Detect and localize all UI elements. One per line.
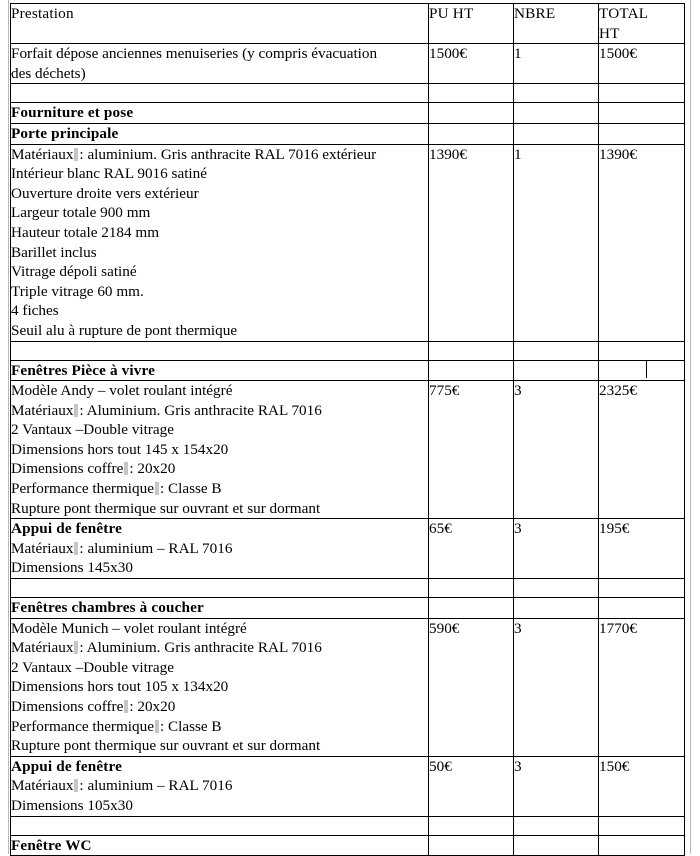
blank-cell-total-ht[interactable] xyxy=(599,84,685,103)
text-fragment: : Classe B xyxy=(159,480,222,498)
table-row[interactable] xyxy=(11,44,685,84)
section-porte-nbre[interactable] xyxy=(514,123,599,144)
column-header-nbre: NBRE xyxy=(514,4,599,44)
section-porte-pu-ht[interactable] xyxy=(429,123,514,144)
table-row[interactable] xyxy=(11,103,685,124)
row-porte-principale-total-ht[interactable]: 1390€ xyxy=(599,144,685,341)
row-modele-munich-nbre[interactable]: 3 xyxy=(514,618,599,756)
table-row-blank[interactable] xyxy=(11,341,685,360)
text-fragment: Matériaux xyxy=(11,401,74,419)
quote-table xyxy=(10,3,685,856)
row-appui-fenetre-2-description[interactable] xyxy=(11,756,429,816)
section-porte-total-ht[interactable] xyxy=(599,123,685,144)
row-appui-fenetre-2-total-ht[interactable]: 150€ xyxy=(599,756,685,816)
text-fragment: Matériaux xyxy=(11,539,74,557)
right-margin-guide xyxy=(690,0,691,854)
row-modele-munich-description[interactable] xyxy=(11,618,429,756)
section-fenetre-wc-total-ht[interactable] xyxy=(599,835,685,856)
table-row[interactable] xyxy=(11,598,685,619)
text-fragment: Performance thermique xyxy=(11,480,154,498)
text-fragment: : Classe B xyxy=(159,717,222,735)
text-fragment: : Aluminium. Gris anthracite RAL 7016 xyxy=(79,401,322,419)
blank-cell-pu-ht[interactable] xyxy=(429,341,514,360)
nbsp-formatting-mark xyxy=(155,720,159,733)
text-line: Intérieur blanc RAL 9016 satiné xyxy=(11,165,207,183)
blank-cell-nbre[interactable] xyxy=(514,341,599,360)
row-forfait-depose-pu-ht[interactable]: 1500€ xyxy=(429,44,514,84)
text-caret-icon xyxy=(646,361,647,378)
text-line xyxy=(11,638,428,658)
row-appui-fenetre-1-description[interactable] xyxy=(11,519,429,579)
table-row[interactable] xyxy=(11,618,685,756)
blank-cell-nbre[interactable] xyxy=(514,816,599,835)
table-row-blank[interactable] xyxy=(11,84,685,103)
text-line: Appui de fenêtre xyxy=(11,757,122,775)
text-fragment: Dimensions coffre xyxy=(11,460,124,478)
column-header-prestation: Prestation xyxy=(11,4,429,44)
blank-cell-pu-ht[interactable] xyxy=(429,579,514,598)
section-chambres-pu-ht[interactable] xyxy=(429,598,514,619)
text-line: Rupture pont thermique sur ouvrant et sur dormant xyxy=(11,737,321,755)
section-fourniture-total-ht[interactable] xyxy=(599,103,685,124)
table-row[interactable] xyxy=(11,360,685,381)
section-fenetre-wc-nbre[interactable] xyxy=(514,835,599,856)
section-fourniture-pu-ht[interactable] xyxy=(429,103,514,124)
row-appui-fenetre-1-nbre[interactable]: 3 xyxy=(514,519,599,579)
row-porte-principale-nbre[interactable]: 1 xyxy=(514,144,599,341)
section-fenetre-wc-pu-ht[interactable] xyxy=(429,835,514,856)
text-line: 4 fiches xyxy=(11,302,59,320)
section-fenetres-chambres-a-coucher[interactable] xyxy=(11,598,429,619)
text-line: Hauteur totale 2184 mm xyxy=(11,223,160,241)
section-piece-a-vivre-total-ht[interactable] xyxy=(599,360,685,381)
row-appui-fenetre-1-total-ht[interactable]: 195€ xyxy=(599,519,685,579)
text-line xyxy=(11,401,428,421)
nbsp-formatting-mark xyxy=(74,404,78,417)
text-fragment: : 20x20 xyxy=(129,460,176,478)
text-fragment: Matériaux xyxy=(11,777,74,795)
text-fragment: Matériaux xyxy=(11,639,74,657)
row-modele-andy-total-ht[interactable]: 2325€ xyxy=(599,381,685,519)
section-piece-a-vivre-pu-ht[interactable] xyxy=(429,360,514,381)
text-line: Modèle Andy – volet roulant intégré xyxy=(11,382,233,400)
nbsp-formatting-mark xyxy=(74,148,78,161)
section-fourniture-et-pose[interactable] xyxy=(11,103,429,124)
blank-cell-description[interactable] xyxy=(11,816,429,835)
section-chambres-total-ht[interactable] xyxy=(599,598,685,619)
section-fenetres-piece-a-vivre[interactable] xyxy=(11,360,429,381)
text-fragment: : 20x20 xyxy=(129,698,176,715)
blank-cell-total-ht[interactable] xyxy=(599,579,685,598)
section-porte-principale[interactable] xyxy=(11,123,429,144)
table-header-row xyxy=(11,4,685,44)
section-fourniture-nbre[interactable] xyxy=(514,103,599,124)
table-row[interactable] xyxy=(11,756,685,816)
text-line xyxy=(11,776,428,796)
blank-cell-description[interactable] xyxy=(11,84,429,103)
text-fragment: : Aluminium. Gris anthracite RAL 7016 xyxy=(79,639,322,657)
text-line: Triple vitrage 60 mm. xyxy=(11,282,144,300)
nbsp-formatting-mark xyxy=(74,542,78,555)
text-fragment: Matériaux xyxy=(11,145,74,163)
row-forfait-depose-total-ht[interactable]: 1500€ xyxy=(599,44,685,84)
blank-cell-description[interactable] xyxy=(11,341,429,360)
table-row[interactable] xyxy=(11,381,685,519)
text-line xyxy=(11,717,428,737)
section-fenetre-wc[interactable] xyxy=(11,835,429,856)
column-header-total-ht-line1: TOTAL xyxy=(599,5,649,22)
blank-cell-description[interactable] xyxy=(11,579,429,598)
text-line: 2 Vantaux –Double vitrage xyxy=(11,421,174,439)
text-line: Dimensions 105x30 xyxy=(11,796,133,814)
text-line: Barillet inclus xyxy=(11,243,97,261)
text-fragment: Performance thermique xyxy=(11,717,154,735)
text-fragment: : aluminium. Gris anthracite RAL 7016 extérieur xyxy=(79,145,377,163)
row-modele-andy-description[interactable] xyxy=(11,381,429,519)
table-row[interactable] xyxy=(11,835,685,856)
row-modele-munich-pu-ht[interactable]: 590€ xyxy=(429,618,514,756)
quote-document xyxy=(10,3,684,856)
text-fragment: : aluminium – RAL 7016 xyxy=(79,539,233,557)
text-line: Fenêtres chambres à coucher xyxy=(11,599,204,617)
text-cursor-wrapper xyxy=(599,361,684,381)
row-modele-andy-nbre[interactable]: 3 xyxy=(514,381,599,519)
text-line xyxy=(11,479,428,499)
table-row[interactable] xyxy=(11,123,685,144)
blank-cell-pu-ht[interactable] xyxy=(429,84,514,103)
blank-cell-total-ht[interactable] xyxy=(599,816,685,835)
row-forfait-depose-nbre[interactable]: 1 xyxy=(514,44,599,84)
blank-cell-total-ht[interactable] xyxy=(599,341,685,360)
row-porte-principale-pu-ht[interactable]: 1390€ xyxy=(429,144,514,341)
text-line: Largeur totale 900 mm xyxy=(11,204,151,222)
row-forfait-depose-description[interactable] xyxy=(11,44,429,84)
text-line xyxy=(11,459,428,479)
blank-cell-pu-ht[interactable] xyxy=(429,816,514,835)
nbsp-formatting-mark xyxy=(74,779,78,792)
section-chambres-nbre[interactable] xyxy=(514,598,599,619)
text-line: Modèle Munich – volet roulant intégré xyxy=(11,619,247,637)
nbsp-formatting-mark xyxy=(124,700,128,713)
row-appui-fenetre-1-pu-ht[interactable]: 65€ xyxy=(429,519,514,579)
text-line: Ouverture droite vers extérieur xyxy=(11,184,199,202)
nbsp-formatting-mark xyxy=(155,482,159,495)
text-line: Dimensions hors tout 105 x 134x20 xyxy=(11,678,229,696)
nbsp-formatting-mark xyxy=(74,641,78,654)
row-appui-fenetre-2-nbre[interactable]: 3 xyxy=(514,756,599,816)
text-line: Seuil alu à rupture de pont thermique xyxy=(11,321,238,339)
column-header-total-ht-line2: HT xyxy=(599,24,620,42)
text-fragment: Dimensions coffre xyxy=(11,698,124,715)
blank-cell-nbre[interactable] xyxy=(514,579,599,598)
text-line: Dimensions 145x30 xyxy=(11,559,133,577)
text-line: des déchets) xyxy=(11,64,86,82)
section-piece-a-vivre-nbre[interactable] xyxy=(514,360,599,381)
row-modele-andy-pu-ht[interactable]: 775€ xyxy=(429,381,514,519)
left-margin-guide xyxy=(8,0,9,854)
text-line: 2 Vantaux –Double vitrage xyxy=(11,658,174,676)
text-line: Appui de fenêtre xyxy=(11,520,122,538)
row-porte-principale-description[interactable] xyxy=(11,144,429,341)
row-appui-fenetre-2-pu-ht[interactable]: 50€ xyxy=(429,756,514,816)
text-line: Rupture pont thermique sur ouvrant et sur dormant xyxy=(11,499,321,517)
column-header-pu-ht: PU HT xyxy=(429,4,514,44)
text-line xyxy=(11,145,428,165)
text-line xyxy=(11,539,428,559)
text-line: Fenêtres Pièce à vivre xyxy=(11,361,155,379)
row-modele-munich-total-ht[interactable]: 1770€ xyxy=(599,618,685,756)
text-line: Porte principale xyxy=(11,124,119,142)
table-row[interactable] xyxy=(11,144,685,341)
column-header-total-ht xyxy=(599,4,685,44)
text-line: Fourniture et pose xyxy=(11,104,134,122)
text-line xyxy=(11,697,428,717)
text-line: Dimensions hors tout 145 x 154x20 xyxy=(11,440,229,458)
table-row-blank[interactable] xyxy=(11,816,685,835)
text-line: Vitrage dépoli satiné xyxy=(11,263,137,281)
blank-cell-nbre[interactable] xyxy=(514,84,599,103)
text-fragment: : aluminium – RAL 7016 xyxy=(79,777,233,795)
text-line: Fenêtre WC xyxy=(11,836,92,854)
table-row[interactable] xyxy=(11,519,685,579)
text-line: Forfait dépose anciennes menuiseries (y compris évacuation xyxy=(11,45,378,63)
table-row-blank[interactable] xyxy=(11,579,685,598)
nbsp-formatting-mark xyxy=(124,462,128,475)
